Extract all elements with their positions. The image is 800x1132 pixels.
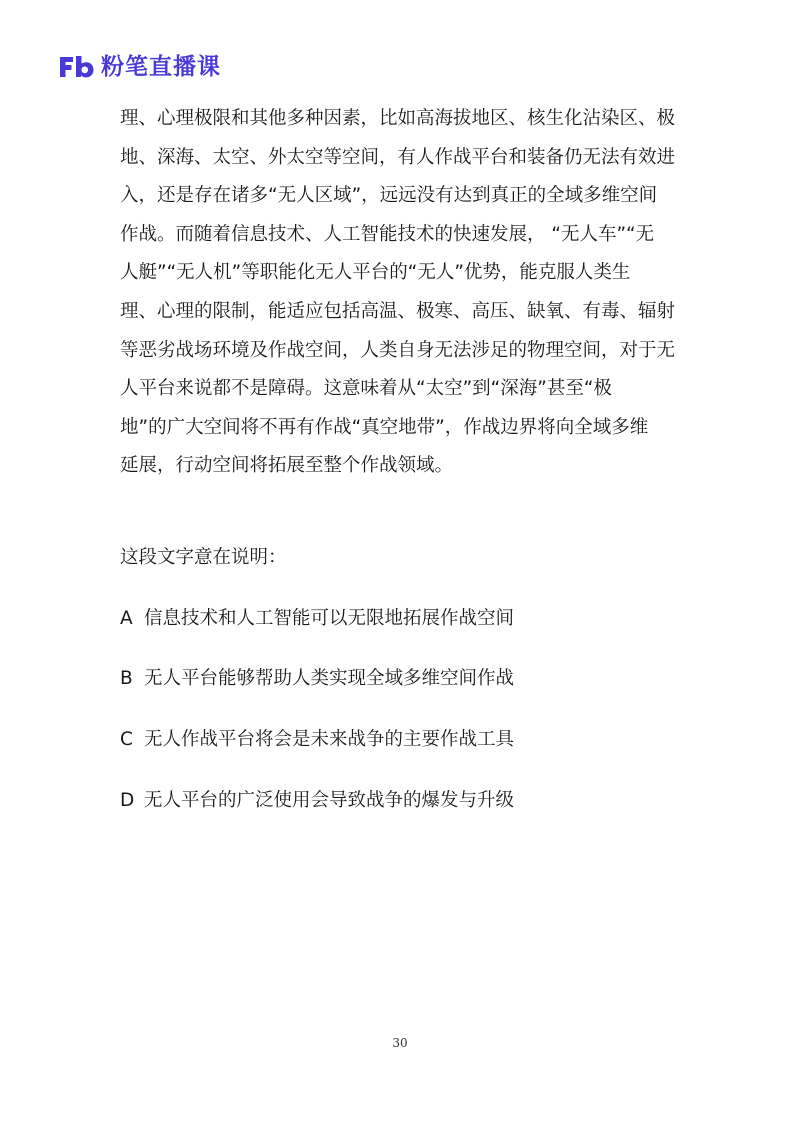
option-text: 无人作战平台将会是未来战争的主要作战工具 [144, 729, 515, 750]
passage-line: 作战。而随着信息技术、人工智能技术的快速发展， “无人车”“无 [120, 223, 655, 245]
passage-line: 延展，行动空间将拓展至整个作战领域。 [120, 455, 454, 477]
passage-line: 理、心理极限和其他多种因素，比如高海拔地区、核生化沾染区、极 [120, 108, 676, 129]
passage-line: 入，还是存在诸多“无人区域”，远远没有达到真正的全域多维空间 [120, 185, 658, 207]
question-stem: 这段文字意在说明： [120, 547, 287, 568]
option-d[interactable] [120, 782, 514, 820]
brand-name: 粉笔直播课 [101, 54, 221, 80]
option-a[interactable] [120, 600, 514, 638]
option-letter: C [120, 729, 133, 750]
fb-logo-icon [57, 54, 95, 80]
option-text: 无人平台的广泛使用会导致战争的爆发与升级 [144, 790, 515, 811]
passage-line: 人艇”“无人机”等职能化无人平台的“无人”优势，能克服人类生 [120, 262, 631, 284]
passage-line: 地”的广大空间将不再有作战“真空地带”，作战边界将向全域多维 [120, 416, 649, 438]
passage [120, 100, 680, 486]
option-letter: B [120, 668, 133, 689]
option-text: 信息技术和人工智能可以无限地拓展作战空间 [144, 608, 515, 629]
passage-line: 等恶劣战场环境及作战空间，人类自身无法涉足的物理空间，对于无 [120, 339, 676, 361]
page-number: 30 [392, 1036, 408, 1050]
header [57, 52, 221, 82]
passage-line: 理、心理的限制，能适应包括高温、极寒、高压、缺氧、有毒、辐射 [120, 300, 676, 322]
option-c[interactable] [120, 721, 514, 759]
option-text: 无人平台能够帮助人类实现全域多维空间作战 [144, 668, 515, 689]
option-letter: D [120, 790, 135, 811]
passage-line: 人平台来说都不是障碍。这意味着从“太空”到“深海”甚至“极 [120, 378, 612, 400]
option-b[interactable] [120, 660, 514, 698]
passage-line: 地、深海、太空、外太空等空间，有人作战平台和装备仍无法有效进 [120, 146, 676, 168]
option-letter: A [120, 608, 133, 629]
